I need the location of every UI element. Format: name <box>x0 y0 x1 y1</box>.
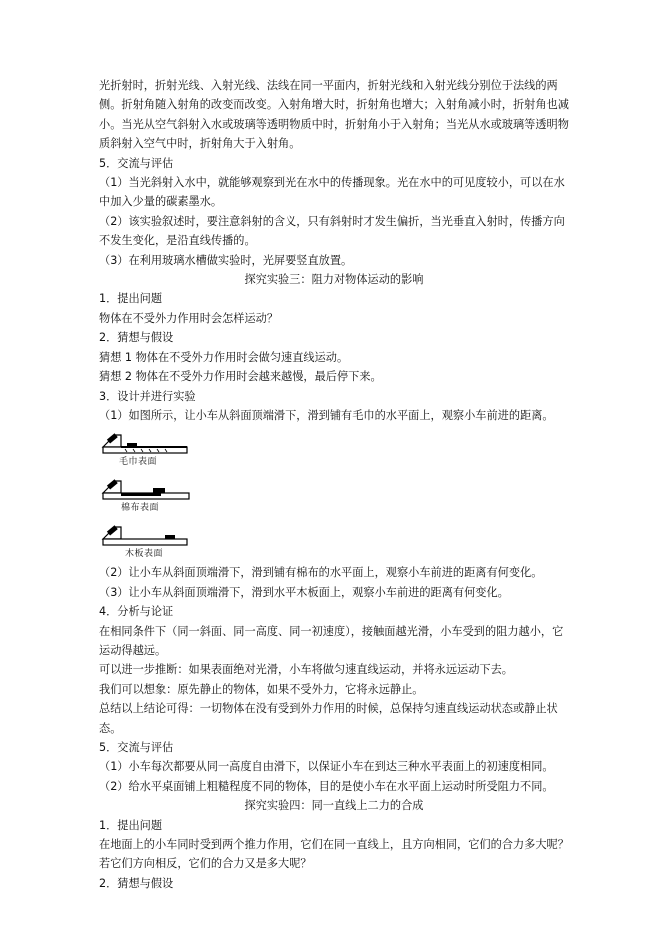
question-text: 物体在不受外力作用时会怎样运动？ <box>99 311 279 325</box>
evaluation-item-b2: （2）给水平桌面铺上粗糙程度不同的物体，目的是使小车在水平面上运动时所受阻力不同。 <box>99 779 554 793</box>
section-heading-question: 1．提出问题 <box>99 292 163 306</box>
evaluation-item-b1: （1）小车每次都要从同一高度自由滑下，以保证小车在到达三种水平表面上的初速度相同。 <box>99 760 554 774</box>
incline-cart-towel-illustration <box>101 427 191 457</box>
figure-wood-surface <box>99 519 569 563</box>
evaluation-item-3: （3）在利用玻璃水槽做实验时，光屏要竖直放置。 <box>99 253 353 267</box>
experiment-4-title: 探究实验四：同一直线上二力的合成 <box>244 799 424 813</box>
hypothesis-2: 猜想 2 物体在不受外力作用时会越来越慢，最后停下来。 <box>99 370 382 384</box>
incline-cart-cotton-illustration <box>101 473 191 503</box>
paragraph-refraction-summary: 光折射时，折射光线、入射光线、法线在同一平面内，折射光线和入射光线分别位于法线的两侧。折射角随入射角的改变而改变。入射角增大时，折射角也增大；入射角减小时，折射角也减小。当光从空气斜射入水或玻璃等透明物质中时，折射角小于入射角；当光从水或玻璃等透明物质斜射入空气中时，折射角大于入射角。 <box>99 79 569 151</box>
section-heading-evaluation: 5．交流与评估 <box>99 156 174 170</box>
section-heading-hypothesis: 2．猜想与假设 <box>99 331 174 345</box>
document-page <box>99 76 569 893</box>
figure-cotton-surface <box>99 473 569 517</box>
section-heading-experiment: 3．设计并进行实验 <box>99 389 196 403</box>
evaluation-item-2: （2）该实验叙述时，要注意斜射的含义，只有斜射时才发生偏折，当光垂直入射时，传播方向不发生变化，是沿直线传播的。 <box>99 214 565 248</box>
figure-caption-wood: 木板表面 <box>125 549 164 560</box>
experiment-step-1: （1）如图所示，让小车从斜面顶端滑下，滑到铺有毛巾的水平面上，观察小车前进的距离。 <box>99 408 554 422</box>
analysis-4: 总结以上结论可得：一切物体在没有受到外力作用的时候，总保持匀速直线运动状态或静止状态。 <box>99 702 558 735</box>
incline-cart-wood-illustration <box>101 519 191 549</box>
analysis-2: 可以进一步推断：如果表面绝对光滑，小车将做匀速直线运动，并将永远运动下去。 <box>99 663 513 677</box>
figure-caption-cotton: 棉布表面 <box>121 503 160 514</box>
hypothesis-1: 猜想 1 物体在不受外力作用时会做匀速直线运动。 <box>99 350 349 364</box>
question-text-2: 在地面上的小车同时受到两个推力作用，它们在同一直线上，且方向相同，它们的合力多大呢？若它们方向相反，它们的合力又是多大呢？ <box>99 838 569 871</box>
analysis-1: 在相同条件下（同一斜面、同一高度、同一初速度），接触面越光滑，小车受到的阻力越小，它运动得越远。 <box>99 624 564 657</box>
experiment-step-3: （3）让小车从斜面顶端滑下，滑到水平木板面上，观察小车前进的距离有何变化。 <box>99 585 509 599</box>
evaluation-item-1: （1）当光斜射入水中，就能够观察到光在水中的传播现象。光在水中的可见度较小，可以在水中加入少量的碳素墨水。 <box>99 176 565 209</box>
experiment-3-title: 探究实验三：阻力对物体运动的影响 <box>244 273 424 287</box>
section-heading-question-2: 1．提出问题 <box>99 818 163 832</box>
section-heading-analysis: 4．分析与论证 <box>99 605 174 619</box>
section-heading-evaluation-2: 5．交流与评估 <box>99 740 174 754</box>
figure-towel-surface <box>99 427 569 471</box>
analysis-3: 我们可以想象：原先静止的物体，如果不受外力，它将永远静止。 <box>99 682 424 696</box>
figure-caption-towel: 毛巾表面 <box>119 457 158 468</box>
experiment-step-2: （2）让小车从斜面顶端滑下，滑到铺有棉布的水平面上，观察小车前进的距离有何变化。 <box>99 566 543 580</box>
section-heading-hypothesis-2: 2．猜想与假设 <box>99 876 174 890</box>
